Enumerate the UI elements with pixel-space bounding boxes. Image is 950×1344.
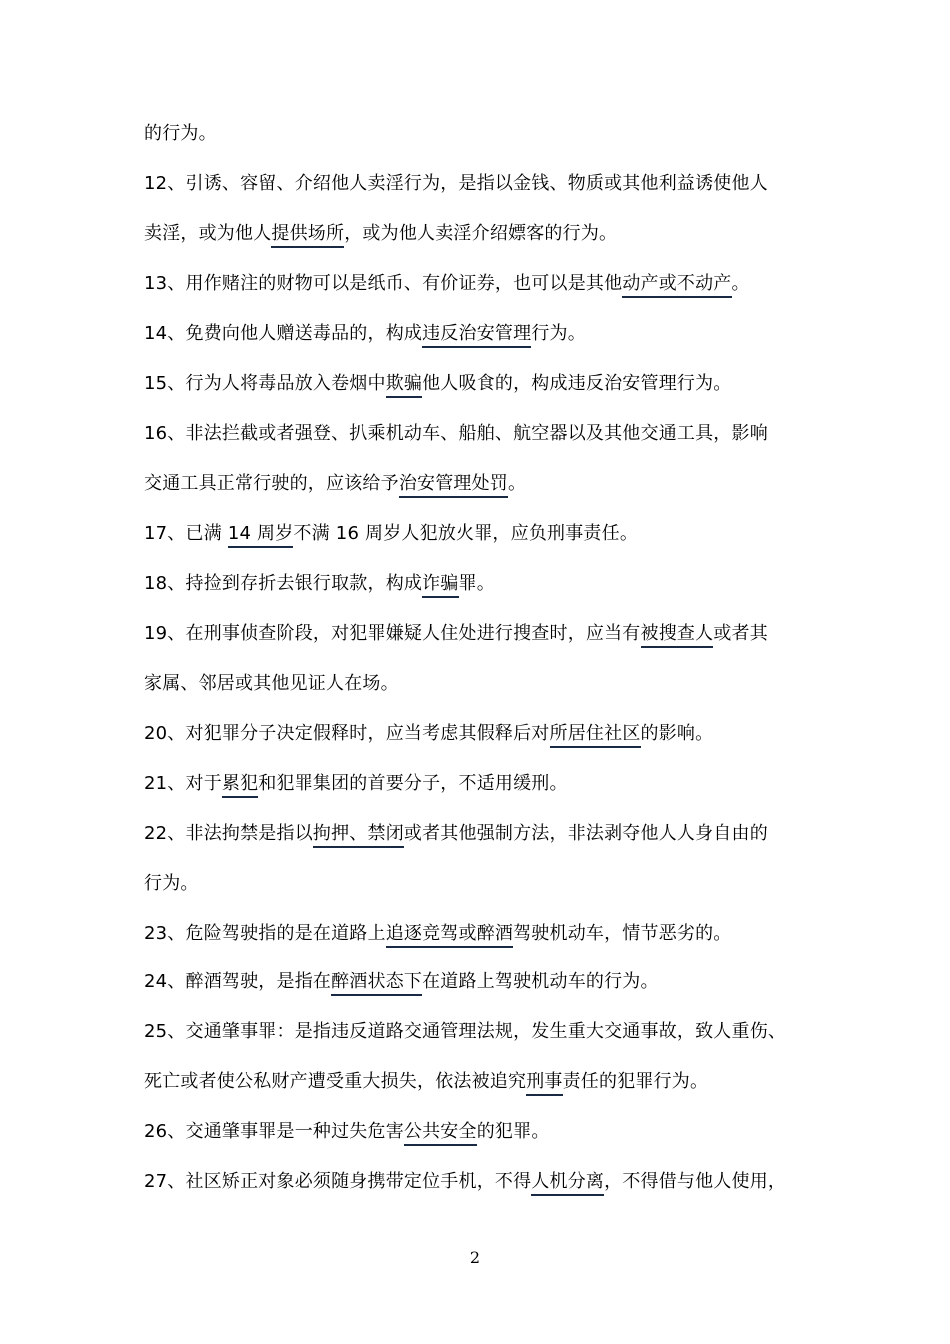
underlined-answer: 所居住社区	[550, 723, 641, 748]
text-line: 16、非法拦截或者强登、扒乘机动车、船舶、航空器以及其他交通工具，影响	[144, 423, 768, 444]
text-line: 22、非法拘禁是指以拘押、禁闭或者其他强制方法，非法剥夺他人人身自由的	[144, 822, 824, 846]
text-line: 21、对于累犯和犯罪集团的首要分子，不适用缓刑。	[144, 772, 824, 796]
text-line: 14、免费向他人赠送毒品的，构成违反治安管理行为。	[144, 322, 824, 346]
text-line: 18、持捡到存折去银行取款，构成诈骗罪。	[144, 572, 824, 596]
underlined-answer: 被搜查人	[641, 623, 714, 648]
text-line: 26、交通肇事罪是一种过失危害公共安全的犯罪。	[144, 1120, 824, 1144]
text-line: 20、对犯罪分子决定假释时，应当考虑其假释后对所居住社区的影响。	[144, 722, 824, 746]
underlined-answer: 刑事	[526, 1071, 562, 1096]
text-line: 13、用作赌注的财物可以是纸币、有价证券，也可以是其他动产或不动产。	[144, 272, 824, 296]
underlined-answer: 醉酒状态下	[331, 971, 422, 996]
page-number: 2	[469, 1248, 481, 1267]
text-line: 交通工具正常行驶的，应该给予治安管理处罚。	[144, 472, 824, 496]
text-line: 12、引诱、容留、介绍他人卖淫行为，是指以金钱、物质或其他利益诱使他人	[144, 173, 768, 194]
text-line: 的行为。	[144, 123, 217, 144]
text-line: 行为。	[144, 873, 199, 894]
text-line: 24、醉酒驾驶，是指在醉酒状态下在道路上驾驶机动车的行为。	[144, 970, 824, 994]
text-line: 15、行为人将毒品放入卷烟中欺骗他人吸食的，构成违反治安管理行为。	[144, 372, 824, 396]
text-line: 23、危险驾驶指的是在道路上追逐竞驾或醉酒驾驶机动车，情节恶劣的。	[144, 922, 824, 946]
underlined-answer: 治安管理处罚	[399, 473, 508, 498]
underlined-answer: 公共安全	[404, 1121, 477, 1146]
text-line: 家属、邻居或其他见证人在场。	[144, 673, 399, 694]
text-line: 卖淫，或为他人提供场所，或为他人卖淫介绍嫖客的行为。	[144, 222, 824, 246]
underlined-answer: 欺骗	[386, 373, 422, 398]
underlined-answer: 诈骗	[422, 573, 458, 598]
underlined-answer: 违反治安管理	[422, 323, 531, 348]
text-line: 死亡或者使公私财产遭受重大损失，依法被追究刑事责任的犯罪行为。	[144, 1070, 824, 1094]
underlined-answer: 拘押、禁闭	[313, 823, 404, 848]
underlined-answer: 人机分离	[531, 1171, 604, 1196]
text-line: 25、交通肇事罪：是指违反道路交通管理法规，发生重大交通事故，致人重伤、	[144, 1021, 787, 1042]
underlined-answer: 累犯	[222, 773, 258, 798]
text-line: 17、已满 14 周岁不满 16 周岁人犯放火罪，应负刑事责任。	[144, 522, 824, 546]
text-line: 27、社区矫正对象必须随身携带定位手机，不得人机分离，不得借与他人使用，	[144, 1170, 824, 1194]
underlined-answer: 14 周岁	[228, 523, 294, 548]
text-line: 19、在刑事侦查阶段，对犯罪嫌疑人住处进行搜查时，应当有被搜查人或者其	[144, 622, 824, 646]
underlined-answer: 追逐竞驾或醉酒	[386, 923, 513, 948]
underlined-answer: 动产或不动产	[622, 273, 731, 298]
underlined-answer: 提供场所	[271, 223, 344, 248]
